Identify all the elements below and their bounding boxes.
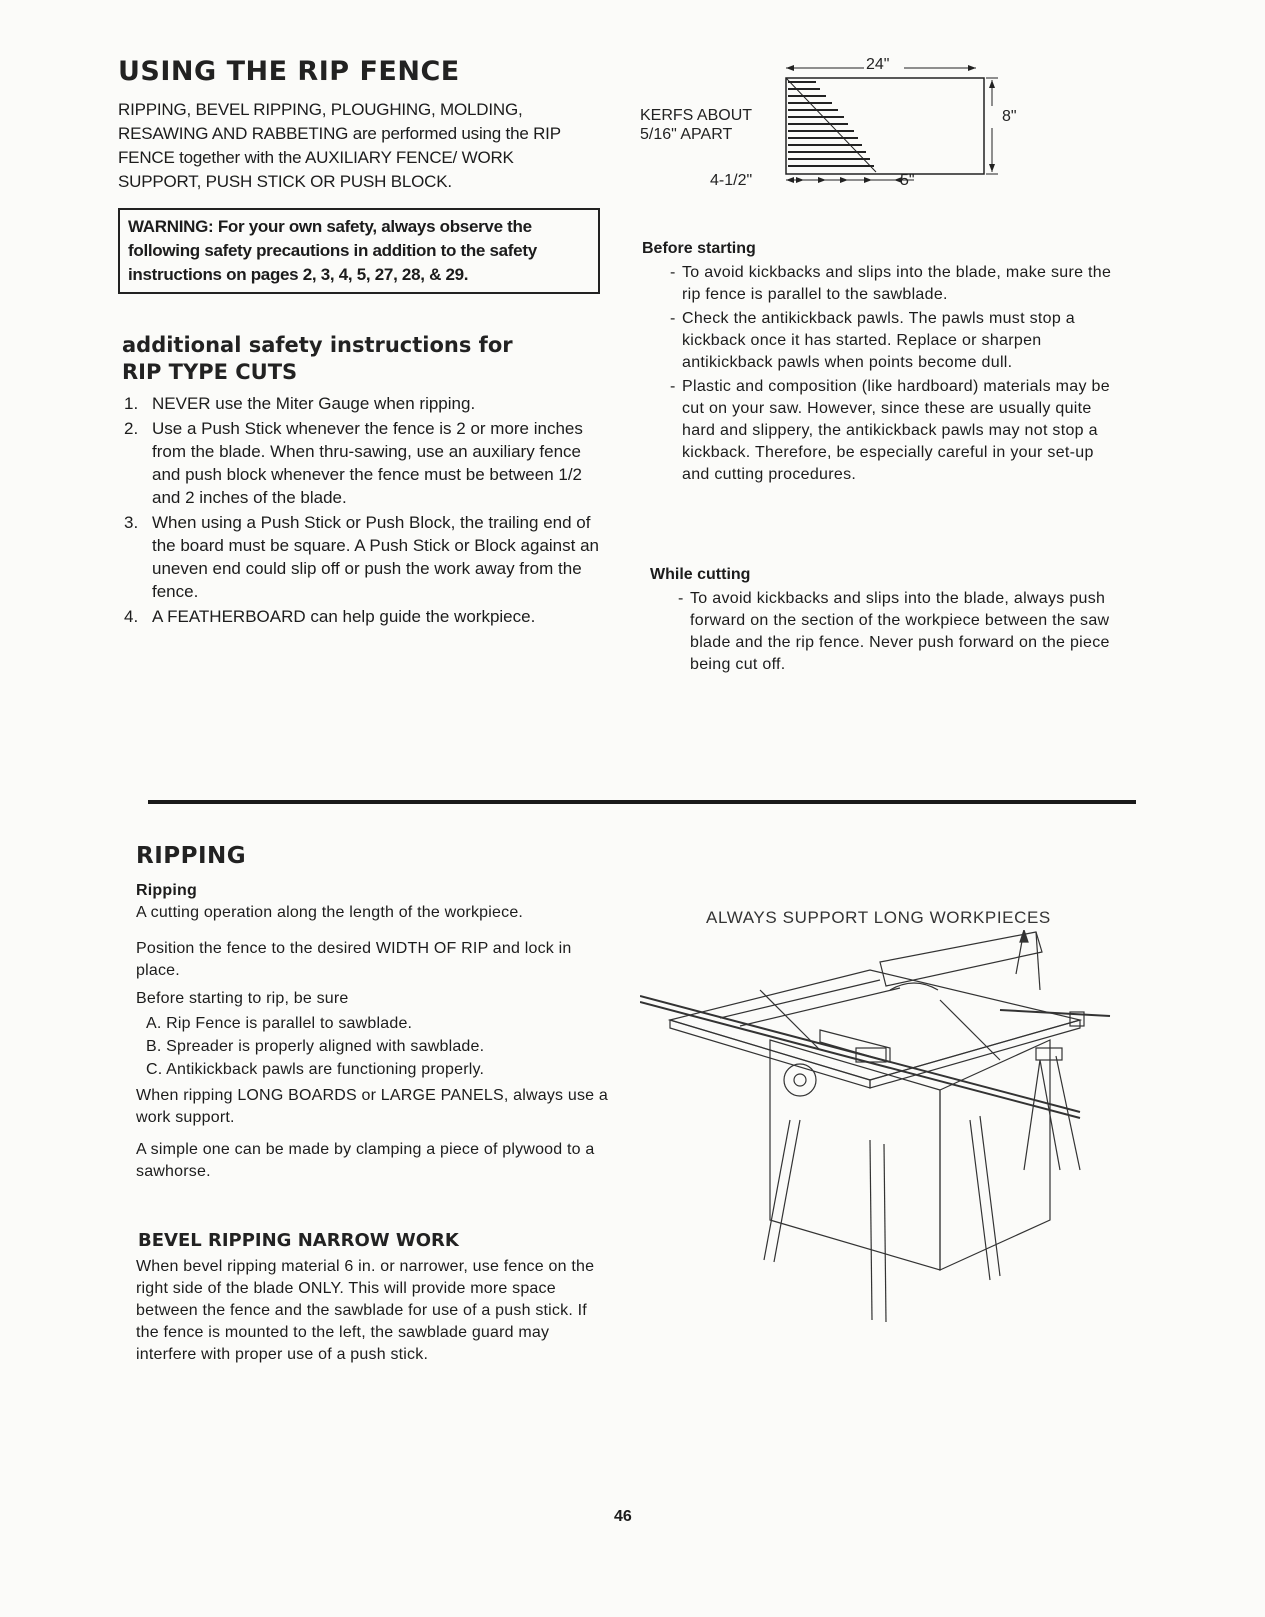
dimension-end-label: 5" [900,172,915,189]
page-number: 46 [614,1508,632,1525]
dimension-base-label: 4-1/2" [710,172,753,189]
list-item: 1. NEVER use the Miter Gauge when ripping. [124,394,476,413]
bevel-ripping-heading: BEVEL RIPPING NARROW WORK [138,1230,459,1251]
before-rip-text: Before starting to rip, be sure [136,990,349,1007]
section-divider [148,800,1136,804]
dimension-height-label: 8" [1002,108,1017,125]
safety-list [124,392,602,630]
ripping-definition-heading: Ripping [136,882,197,899]
safety-heading [122,332,513,386]
kerf-spacing-label [640,106,752,144]
list-item: - Check the antikickback pawls. The pawls must stop a kickback once it has started. Replace or sharpen antikickback pawls when points become dull. [670,310,1075,371]
position-fence-text: Position the fence to the desired WIDTH OF RIP and lock in place. [136,940,572,979]
rip-fence-intro: RIPPING, BEVEL RIPPING, PLOUGHING, MOLDING, RESAWING AND RABBETING are performed using the RIP FENCE together with the AUXILIARY FENCE/ WORK SUPPORT, PUSH STICK OR PUSH BLOCK. [118,100,561,191]
list-item: 2. Use a Push Stick whenever the fence is 2 or more inches from the blade. When thru-sawing, use an auxiliary fence and push block whenever the fence must be between 1/2 and 2 inches of the blade. [124,419,583,507]
list-item: - To avoid kickbacks and slips into the blade, make sure the rip fence is parallel to the sawblade. [670,264,1112,303]
kerf-label-line2: 5/16" APART [640,126,733,143]
safety-heading-line1: additional safety instructions for [122,333,513,357]
while-cutting-list [650,588,1120,676]
ripping-title: RIPPING [136,843,247,869]
table-saw-illustration [640,930,1120,1340]
table-saw-graphic [640,930,1120,1340]
while-cutting-section [650,566,1120,678]
warning-text: WARNING: For your own safety, always observe the following safety precautions in addition to the safety instructions on pages 2, 3, 4, 5, 27, 28, & 29. [128,217,537,284]
ripping-definition: A cutting operation along the length of the workpiece. [136,904,524,921]
simple-support-text: A simple one can be made by clamping a piece of plywood to a sawhorse. [136,1141,595,1180]
list-item: A. Rip Fence is parallel to sawblade. [146,1015,413,1032]
list-item: 4. A FEATHERBOARD can help guide the workpiece. [124,607,536,626]
list-item: B. Spreader is properly aligned with sawblade. [146,1038,485,1055]
while-cutting-heading: While cutting [650,566,751,583]
list-item: 3. When using a Push Stick or Push Block, the trailing end of the board must be square. A Push Stick or Block against an uneven end could slip off or push the work away from the fence. [124,513,599,601]
dimension-width-label: 24" [866,56,890,73]
long-boards-text: When ripping LONG BOARDS or LARGE PANELS, always use a work support. [136,1087,609,1126]
bevel-ripping-text: When bevel ripping material 6 in. or narrower, use fence on the right side of the blade ONLY. This will provide more space between the fence and the sawblade for use of a push stick. If the fence is mounted to the left, the sawblade guard may interfere with proper use of a push stick. [136,1258,595,1363]
list-item: - To avoid kickbacks and slips into the blade, always push forward on the section of the workpiece between the saw blade and the rip fence. Never push forward on the piece being cut off. [678,590,1110,673]
kerf-label-line1: KERFS ABOUT [640,107,753,124]
ripping-body [136,880,616,1189]
warning-box [118,208,600,294]
before-starting-list [642,262,1120,486]
rip-fence-title: USING THE RIP FENCE [118,56,460,87]
before-starting-section [642,240,1120,488]
list-item: - Plastic and composition (like hardboard) materials may be cut on your saw. However, since these are usually quite hard and slippery, the antikickback pawls may not stop a kickback. Therefore, be especially careful in your set-up and cutting procedures. [670,378,1110,483]
illustration-caption: ALWAYS SUPPORT LONG WORKPIECES [706,908,1051,927]
before-starting-heading: Before starting [642,240,756,257]
list-item: C. Antikickback pawls are functioning properly. [146,1061,485,1078]
rip-checklist [136,1012,616,1081]
safety-heading-line2: RIP TYPE CUTS [122,360,298,384]
kerf-diagram [636,52,1036,192]
